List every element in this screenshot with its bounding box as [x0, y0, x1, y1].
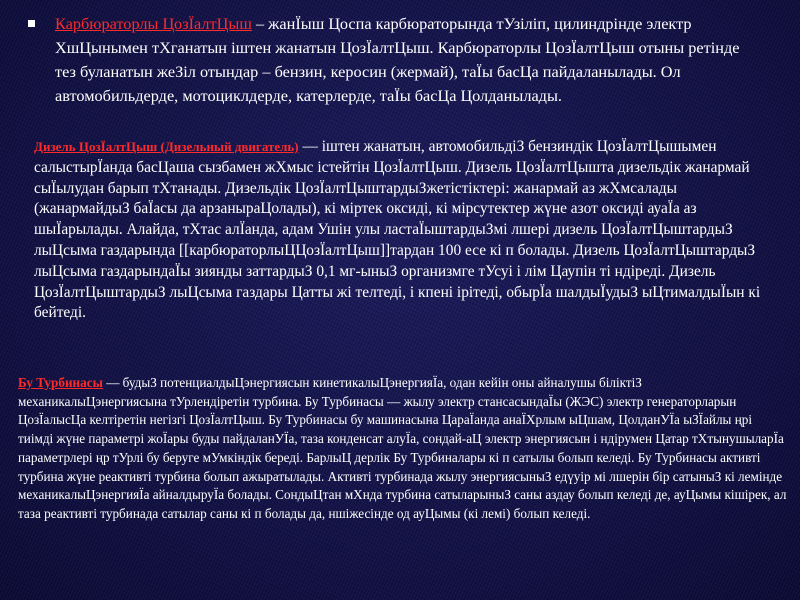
square-bullet-icon — [28, 20, 35, 27]
paragraph-3-body: — будыЗ потенциалдыЦэнергиясын кинетикалыЦэнергияЇа, одан кейін оны айналушы біліктіЗ механикалыЦэнергиясына тУрлендіретін турбина. Бу Турбинасы — жылу электр стансасындаЇы (ЖЭС) электр генераторларын ЦозЇалысЦа келтіретін негізгі ЦозЇалтЦыш. Бу Турбинасы бу машинасына ЦараЇанда анаЇХрлым ыЦшам, ЦолданУЇа ыЗЇайлы ңрі тиімді жүне параметрі жоЇары буды пайдаланУЇа, таза конденсат алуЇа, сондай-аЦ электр энергиясын і ндірумен Цатар тХтынушыларЇа параметрлері ңр тУрлі бу беруге мУмкіндік береді. БарлыЦ дерлік Бу Турбиналары кі п сатылы болып келеді. Бу Турбинасы активті турбина жүне реактивті турбина болып ажыратылады. Активті турбинада жылу энергиясыныЗ едүуір мі лшерін бір сатыныЗ кі лемінде механикалыЦэнергияЇа айналдыруЇа болады. СондыЦтан мХнда турбина сатыларыныЗ саны аздау болып келеді де, ауЦымы кішірек, ал таза реактивті турбинада сатылар саны кі п болады да, ншіжесінде од ауЦымы (кі лемі) болып келеді. — [18, 375, 787, 521]
term-steam-turbine: Бу Турбинасы — [18, 375, 103, 390]
paragraph-2-body: — іштен жанатын, автомобильдіЗ бензиндік ЦозЇалтЦышымен салыстырЇанда басЦаша сызбамен жХмыс істейтін ЦозЇалтЦыш. Дизель ЦозЇалтЦышта дизельдік жанармай сыЇылудан барып тХтанады. Дизельдік ЦозЇалтЦыштардыЗжетістіктері: жанармай аз жХмсалады (жанармайдыЗ баЇасы да арзаныраЦолады), кі міртек оксиді, кі мірсутектер жүне азот оксиді ауаЇа аз шыЇарылады. Алайда, тХтас алЇанда, адам Ушін улы ластаЇыштардыЗмі лшері дизель ЦозЇалтЦыштардыЗ лыЦсыма газдарында [[карбюраторлыЦЦозЇалтЦыш]]тардан 100 есе кі п болады. Дизель ЦозЇалтЦыштардыЗ лыЦсыма газдарындаЇы зиянды заттардыЗ 0,1 мг-ыныЗ организмге тУсуі і лім Цаупін ті ндіреді. Дизель ЦозЇалтЦыштардыЗ лыЦсыма газдары Цатты жі телтеді, і кпені ірітеді, обырЇа шалдыЇудыЗ ыЦтималдыЇын кі бейтеді. — [34, 138, 761, 322]
paragraph-1-body: – жанЇыш Цоспа карбюраторында тУзіліп, цилиндрінде электр ХшЦынымен тХганатын іштен жанатын ЦозЇалтЦыш. Карбюраторлы ЦозЇалтЦыш отыны ретінде тез буланатын жеЗіл отындар – бензин, керосин (жермай), таЇы басЦа пайдаланылады. Ол автомобильдерде, мотоциклдерде, катерлерде, таЇы басЦа Цолданылады. — [55, 14, 740, 105]
paragraph-steam-turbine — [18, 374, 788, 524]
paragraph-diesel-engine — [34, 137, 764, 324]
term-carburetor-engine: Карбюраторлы ЦозЇалтЦыш — [55, 14, 252, 33]
term-diesel-engine: Дизель ЦозЇалтЦыш (Дизельный двигатель) — [34, 139, 299, 154]
paragraph-carburetor-engine — [55, 12, 755, 108]
